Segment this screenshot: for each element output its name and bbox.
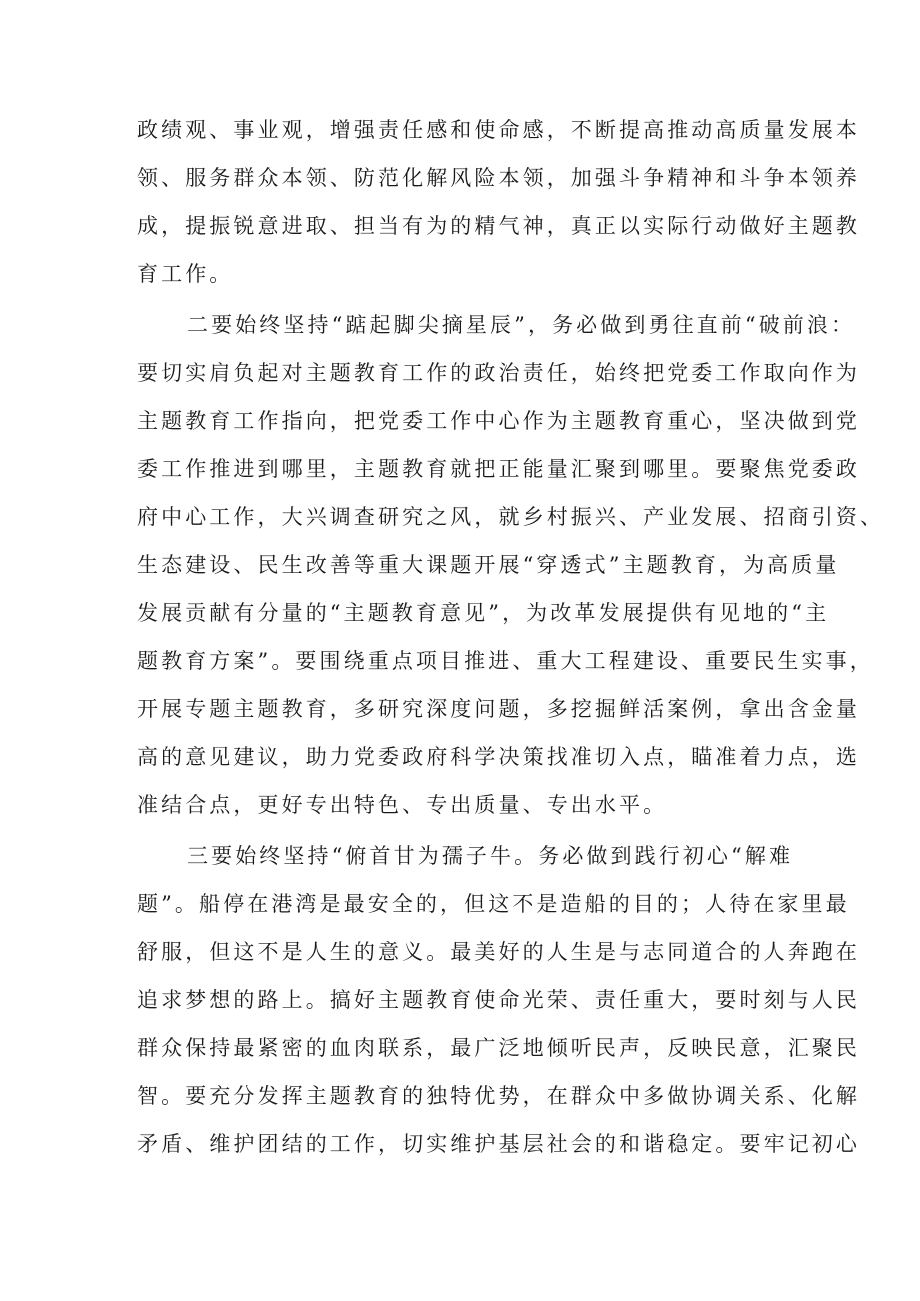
paragraph-2-line-10: 高的意见建议，助力党委政府科学决策找准切入点，瞄准着力点，选: [137, 745, 860, 769]
paragraph-2-line-2: 要切实肩负起对主题教育工作的政治责任，始终把党委工作取向作为: [137, 361, 860, 385]
paragraph-2-line-6: 生态建设、民生改善等重大课题开展“穿透式”主题教育，为高质量: [137, 553, 840, 577]
paragraph-3-line-5: 群众保持最紧密的血肉联系，最广泛地倾听民声，反映民意，汇聚民: [137, 1036, 860, 1060]
paragraph-1-line-2: 领、服务群众本领、防范化解风险本领，加强斗争精神和斗争本领养: [137, 166, 860, 190]
paragraph-3-line-7: 矛盾、维护团结的工作，切实维护基层社会的和谐稳定。要牢记初心: [137, 1132, 860, 1156]
paragraph-2-line-8: 题教育方案”。要围绕重点项目推进、重大工程建设、重要民生实事，: [137, 649, 874, 673]
paragraph-2-line-9: 开展专题主题教育，多研究深度问题，多挖掘鲜活案例，拿出含金量: [137, 697, 860, 721]
paragraph-3-line-1: 三要始终坚持“俯首甘为孺子牛。务必做到践行初心“解难: [187, 844, 794, 868]
paragraph-1-line-4: 育工作。: [137, 262, 234, 286]
paragraph-2-line-11: 准结合点，更好专出特色、专出质量、专出水平。: [137, 793, 668, 817]
paragraph-3-line-3: 舒服，但这不是人生的意义。最美好的人生是与志同道合的人奔跑在: [137, 940, 860, 964]
paragraph-2-line-3: 主题教育工作指向，把党委工作中心作为主题教育重心，坚决做到党: [137, 409, 860, 433]
paragraph-3-line-6: 智。要充分发挥主题教育的独特优势，在群众中多做协调关系、化解: [137, 1084, 860, 1108]
paragraph-1-line-3: 成，提振锐意进取、担当有为的精气神，真正以实际行动做好主题教: [137, 214, 860, 238]
paragraph-3-line-4: 追求梦想的路上。搞好主题教育使命光荣、责任重大，要时刻与人民: [137, 988, 860, 1012]
paragraph-1-line-1: 政绩观、事业观，增强责任感和使命感，不断提高推动高质量发展本: [137, 118, 860, 142]
paragraph-2-line-1: 二要始终坚持“踮起脚尖摘星辰”，务必做到勇往直前“破前浪：: [187, 313, 856, 337]
paragraph-2-line-5: 府中心工作，大兴调查研究之风，就乡村振兴、产业发展、招商引资、: [137, 505, 885, 529]
paragraph-2-line-7: 发展贡献有分量的“主题教育意见”，为改革发展提供有见地的“主: [137, 601, 830, 625]
paragraph-2-line-4: 委工作推进到哪里，主题教育就把正能量汇聚到哪里。要聚焦党委政: [137, 457, 860, 481]
paragraph-3-line-2: 题”。船停在港湾是最安全的，但这不是造船的目的；人待在家里最: [137, 892, 850, 916]
